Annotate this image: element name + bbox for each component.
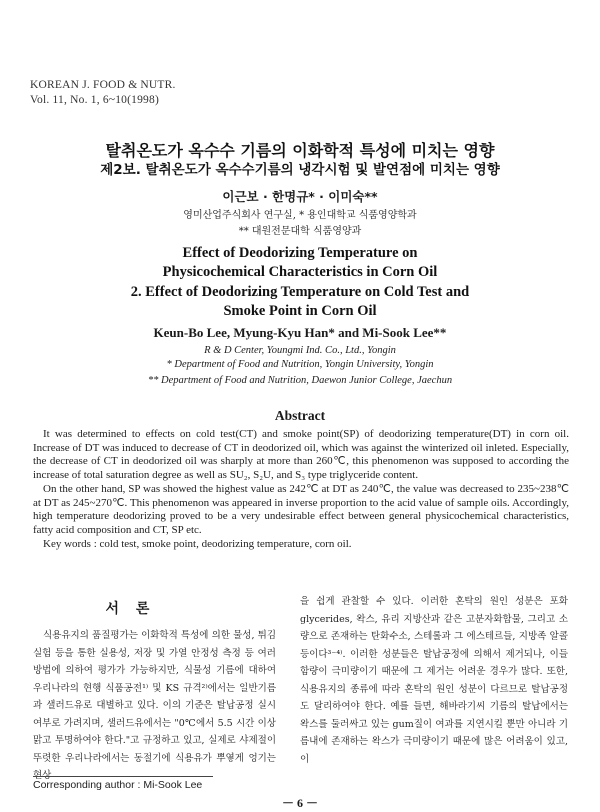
corresponding-author-footnote: Corresponding author : Mi-Sook Lee — [33, 779, 203, 791]
english-title-line-2: Physicochemical Characteristics in Corn Oil — [162, 264, 438, 280]
page-number: － 6 － — [281, 796, 318, 810]
journal-citation — [30, 78, 176, 108]
english-authors: Keun-Bo Lee, Myung-Kyu Han* and Mi-Sook Lee** — [153, 325, 447, 340]
english-affiliation-2: * Department of Food and Nutrition, Yongin University, Yongin — [166, 359, 434, 370]
body-paragraph-left: 식용유지의 품질평가는 이화학적 특성에 의한 물성, 튀김실험 등을 통한 실용성, 저장 및 가열 안정성 측정 등 여러 방법에 의하여 평가가 가능하지만, 식물성 기름에 대하여 우리나라의 현행 식품공전¹⁾ 및 KS 규격²⁾에서는 일반기름과 샐러드유로 대별하고 있다. 이의 기준은 탈납공정 실시 여부로 가려지며, 샐러드유에서는 "0℃에서 5.5 시간 이상 맑고 투명하여야 한다."고 규정하고 있고, 실제로 샤제절이 뚜렷한 우리나라에서는 동절기에 식용유가 뿌옇게 엉기는 현상 — [33, 630, 276, 781]
korean-affiliation-1: 영미산업주식회사 연구실, * 용인대학교 식품영양학과 — [183, 210, 417, 221]
korean-subtitle: 제2보. 탈취온도가 옥수수기름의 냉각시험 및 발연점에 미치는 영향 — [100, 162, 500, 178]
abstract-keywords: Key words : cold test, smoke point, deodorizing temperature, corn oil. — [43, 537, 352, 550]
abstract-paragraph-2: On the other hand, SP was showed the highest value as 242℃ at DT as 240℃, the value was decreased to 235~238℃ at DT as 245~270℃. This phenomenon was appeared in inverse proportion to the acid value of sample oils. Accordingly, high temperature deodorizing proved to be a very undesirable effect between general physicochemical characteristics, fatty acid composition and CT, SP etc. — [33, 482, 569, 536]
abstract-body — [33, 428, 569, 551]
english-title-line-4: Smoke Point in Corn Oil — [223, 303, 377, 319]
korean-title: 탈취온도가 옥수수 기름의 이화학적 특성에 미치는 영향 — [105, 141, 495, 160]
abstract-paragraph-1: It was determined to effects on cold test(CT) and smoke point(SP) of deodorizing temperature(DT) in corn oil. Increase of DT was induced to decrease of CT in deodorized oil, which was against the winterized oil inleted. Especially, the decrease of CT in deodorized oil was sharply at more than 260℃, this phenomenon was supposed to according the increase of total saturation degree as well as SU₂, S₂U, and S₃ type triglyceride content. — [33, 428, 569, 482]
korean-affiliation-2: ** 대원전문대학 식품영양과 — [238, 226, 362, 237]
english-affiliation-3: ** Department of Food and Nutrition, Daewon Junior College, Jaechun — [147, 375, 453, 386]
body-column-right — [300, 593, 568, 768]
body-paragraph-right: 을 쉽게 관찰할 수 있다. 이러한 혼탁의 원인 성분은 포화 glycerides, 왁스, 유리 지방산과 같은 고분자화합물, 그리고 소량으로 존재하는 탄화수소, 스테롤과 그 에스테르들, 지방족 알콜 등이다³⁻⁴⁾. 이러한 성분들은 탈납공정에 의해서 제거되나, 이들 함량이 극미량이기 때문에 그 제거는 어려운 경우가 많다. 또한, 식용유지의 종류에 따라 혼탁의 원인 성분이 다르므로 탈납공정도 달리하여야 한다. 예를 들면, 해바라기씨 기름의 탈납에서는 왁스를 둘러싸고 있는 gum질이 여과를 지연시킬 뿐만 아니라 기름내에 존재하는 왁스가 극미량이기 때문에 많은 어려움이 있고, 이 — [300, 596, 568, 765]
body-column-left — [33, 627, 276, 785]
journal-volume: Vol. 11, No. 1, 6~10(1998) — [30, 94, 159, 106]
korean-authors: 이근보 · 한명규* · 이미숙** — [222, 189, 378, 204]
english-title-line-1: Effect of Deodorizing Temperature on — [182, 245, 418, 261]
abstract-heading: Abstract — [274, 408, 326, 423]
section-heading-introduction: 서 론 — [105, 601, 156, 617]
journal-name: KOREAN J. FOOD & NUTR. — [30, 79, 176, 91]
english-affiliation-1: R & D Center, Youngmi Ind. Co., Ltd., Yongin — [204, 345, 396, 356]
footnote-divider — [33, 776, 213, 777]
english-title-line-3: 2. Effect of Deodorizing Temperature on Cold Test and — [130, 284, 470, 300]
